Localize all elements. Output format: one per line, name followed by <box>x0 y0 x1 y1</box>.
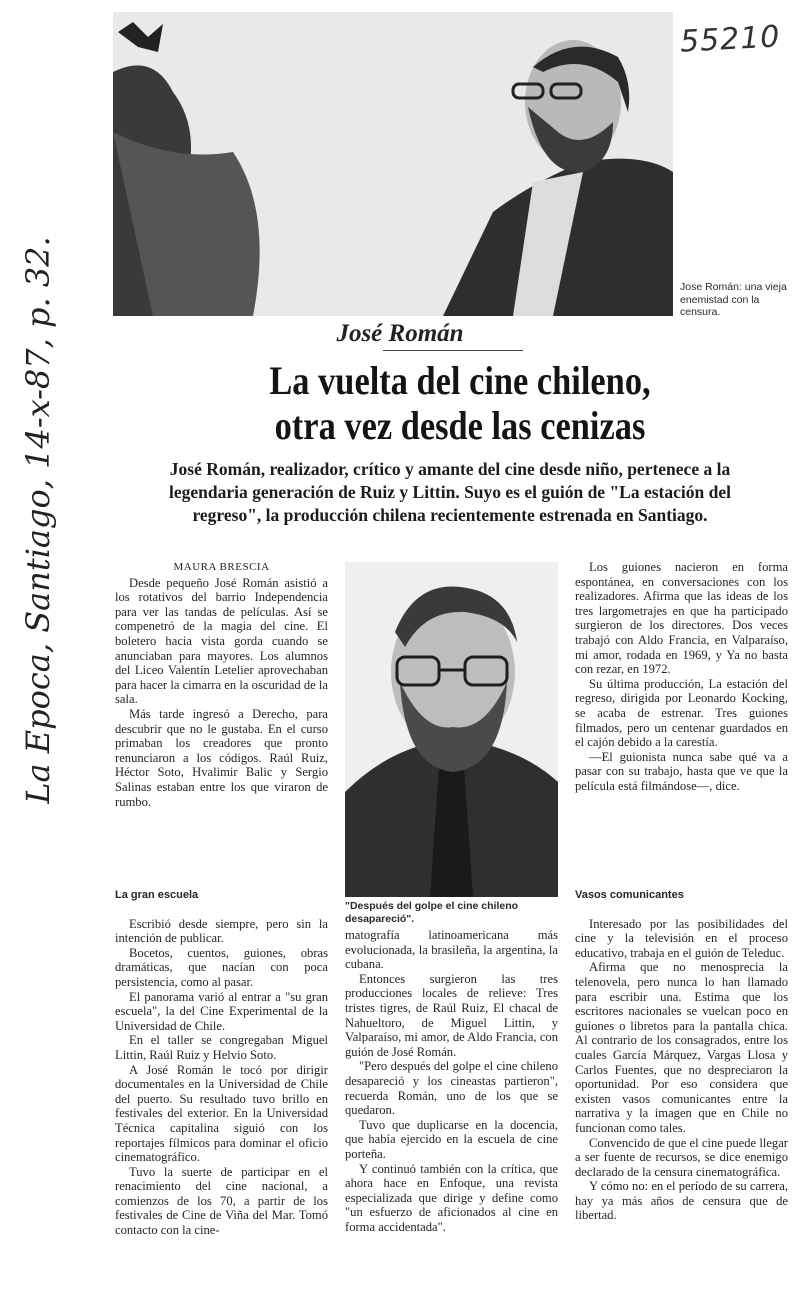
paragraph: "Pero después del golpe el cine chileno desapareció y los cineastas partieron", recuerda Román, uno de los que se quedaron. <box>345 1059 558 1118</box>
column-3-lower <box>575 870 788 1223</box>
paragraph: Su última producción, La estación del regreso, dirigida por Leonardo Kocking, se acaba de estrenar. Tres guiones filmados, pero un centenar guardados en el cajón debido a la carestía. <box>575 676 788 750</box>
photo-jose-roman-portrait <box>345 562 558 897</box>
paragraph: Bocetos, cuentos, guiones, obras dramáticas, que nacían con poca persistencia, como al pasar. <box>115 945 328 989</box>
kicker-divider <box>383 350 523 351</box>
headline-line-2: otra vez desde las cenizas <box>274 403 646 448</box>
column-3-upper <box>575 560 788 794</box>
paragraph: Y continuó también con la crítica, que ahora hace en Enfoque, una revista especializada que dirige y define como "un esfuerzo de aficionados al cine en forma accidentada". <box>345 1161 558 1234</box>
headline-line-1: La vuelta del cine chileno, <box>269 358 651 403</box>
column-1-lower <box>115 870 328 1238</box>
paragraph: Desde pequeño José Román asistió a los rotativos del barrio Independencia para ver las tandas de películas. Así se compenetró de la magia del cine. El boletero hacia vista gorda cuando se anunciaban para mayores. Los alumnos del Liceo Valentín Letelier aprovechaban para hacer la cimarra en la oscuridad de la sala. <box>115 575 328 707</box>
paragraph: matografía latinoamericana más evolucionada, la brasileña, la argentina, la cubana. <box>345 928 558 972</box>
paragraph: Interesado por las posibilidades del cine y la televisión en el proceso educativo, trabaja en el guión de Teleduc. <box>575 916 788 960</box>
byline: MAURA BRESCIA <box>173 561 270 573</box>
photo-jose-roman-profile <box>113 12 673 316</box>
paragraph: Entonces surgieron las tres producciones locales de relieve: Tres tristes tigres, de Raúl Ruiz, El chacal de Nahueltoro, de Miguel Littin, y Valparaíso, mi amor, de Aldo Francia, con guión de José Román. <box>345 971 558 1059</box>
handwritten-number: 55210 <box>679 19 782 60</box>
article-kicker: José Román <box>336 320 464 347</box>
paragraph: Más tarde ingresó a Derecho, para descubrir que no le gustaba. En el curso primaban los creadores que pronto renunciaron a los códigos. Raúl Ruiz, Héctor Soto, Hvalimir Balic y Sergio Salinas estaban entre los que viraron de rumbo. <box>115 706 328 809</box>
photo-mid-caption: "Después del golpe el cine chileno desapareció". <box>345 900 519 925</box>
paragraph: En el taller se congregaban Miguel Littin, Raúl Ruiz y Helvio Soto. <box>115 1033 328 1062</box>
paragraph: A José Román le tocó por dirigir documentales en la Universidad de Chile del puerto. Su resultado tuvo brillo en festivales del exterior. En la Universidad Técnica capitalina siguió con los reportajes fílmicos para dominar el oficio cinematográfico. <box>115 1062 328 1165</box>
paragraph: Y cómo no: en el período de su carrera, hay ya más años de censura que de libertad. <box>575 1179 788 1223</box>
paragraph: El panorama varió al entrar a "su gran escuela", la del Cine Experimental de la Universidad de Chile. <box>115 989 328 1033</box>
column-2 <box>345 928 558 1234</box>
article-deck: José Román, realizador, crítico y amante del cine desde niño, pertenece a la legendaria generación de Ruiz y Littin. Suyo es el guión de "La estación del regreso", la producción chilena recientemente estrenada en Santiago. <box>169 459 731 525</box>
paragraph: Tuvo la suerte de participar en el renacimiento del cine nacional, a comienzos de los 70, a partir de los festivales de Cine de Viña del Mar. Tomó contacto con la cine- <box>115 1164 328 1238</box>
paragraph: Los guiones nacieron en forma espontánea, en conversaciones con los realizadores. Afirma que las ideas de los tres largometrajes en que ha participado surgieron de los directores. Dos veces trabajó con Aldo Francia, en Valparaíso, mi amor, rodada en 1969, y Ya no basta con rezar, en 1972. <box>575 560 788 677</box>
photo-top-caption: Jose Román: una vieja enemistad con la censura. <box>680 281 787 318</box>
subheading: La gran escuela <box>115 889 199 901</box>
subheading: Vasos comunicantes <box>575 889 684 901</box>
paragraph: Escribió desde siempre, pero sin la intención de publicar. <box>115 916 328 946</box>
handwritten-source-note: La Epoca, Santiago, 14-x-87, p. 32. <box>19 236 57 804</box>
column-1-upper <box>115 560 328 809</box>
paragraph: Convencido de que el cine puede llegar a ser fuente de recursos, se dice enemigo declarado de la censura cinematográfica. <box>575 1135 788 1179</box>
paragraph: Tuvo que duplicarse en la docencia, que había ejercido en la escuela de cine porteña. <box>345 1117 558 1161</box>
paragraph: —El guionista nunca sabe qué va a pasar con su trabajo, hasta que ve que la película está filmándose—, dice. <box>575 749 788 793</box>
paragraph: Afirma que no menosprecia la telenovela, pero nunca lo han llamado para escribir una. Estima que los escritores nacionales se vuelcan poco en guiones o libretos para la pantalla chica. Al contrario de los consagrados, entre los cuales García Márquez, Vargas Llosa y Carlos Fuentes, que no despreciaron la oportunidad. Por eso considera que existen vasos comunicantes entre la narrativa y la imagen que en Chile no funcionan como tales. <box>575 960 788 1135</box>
article-headline <box>159 358 761 448</box>
